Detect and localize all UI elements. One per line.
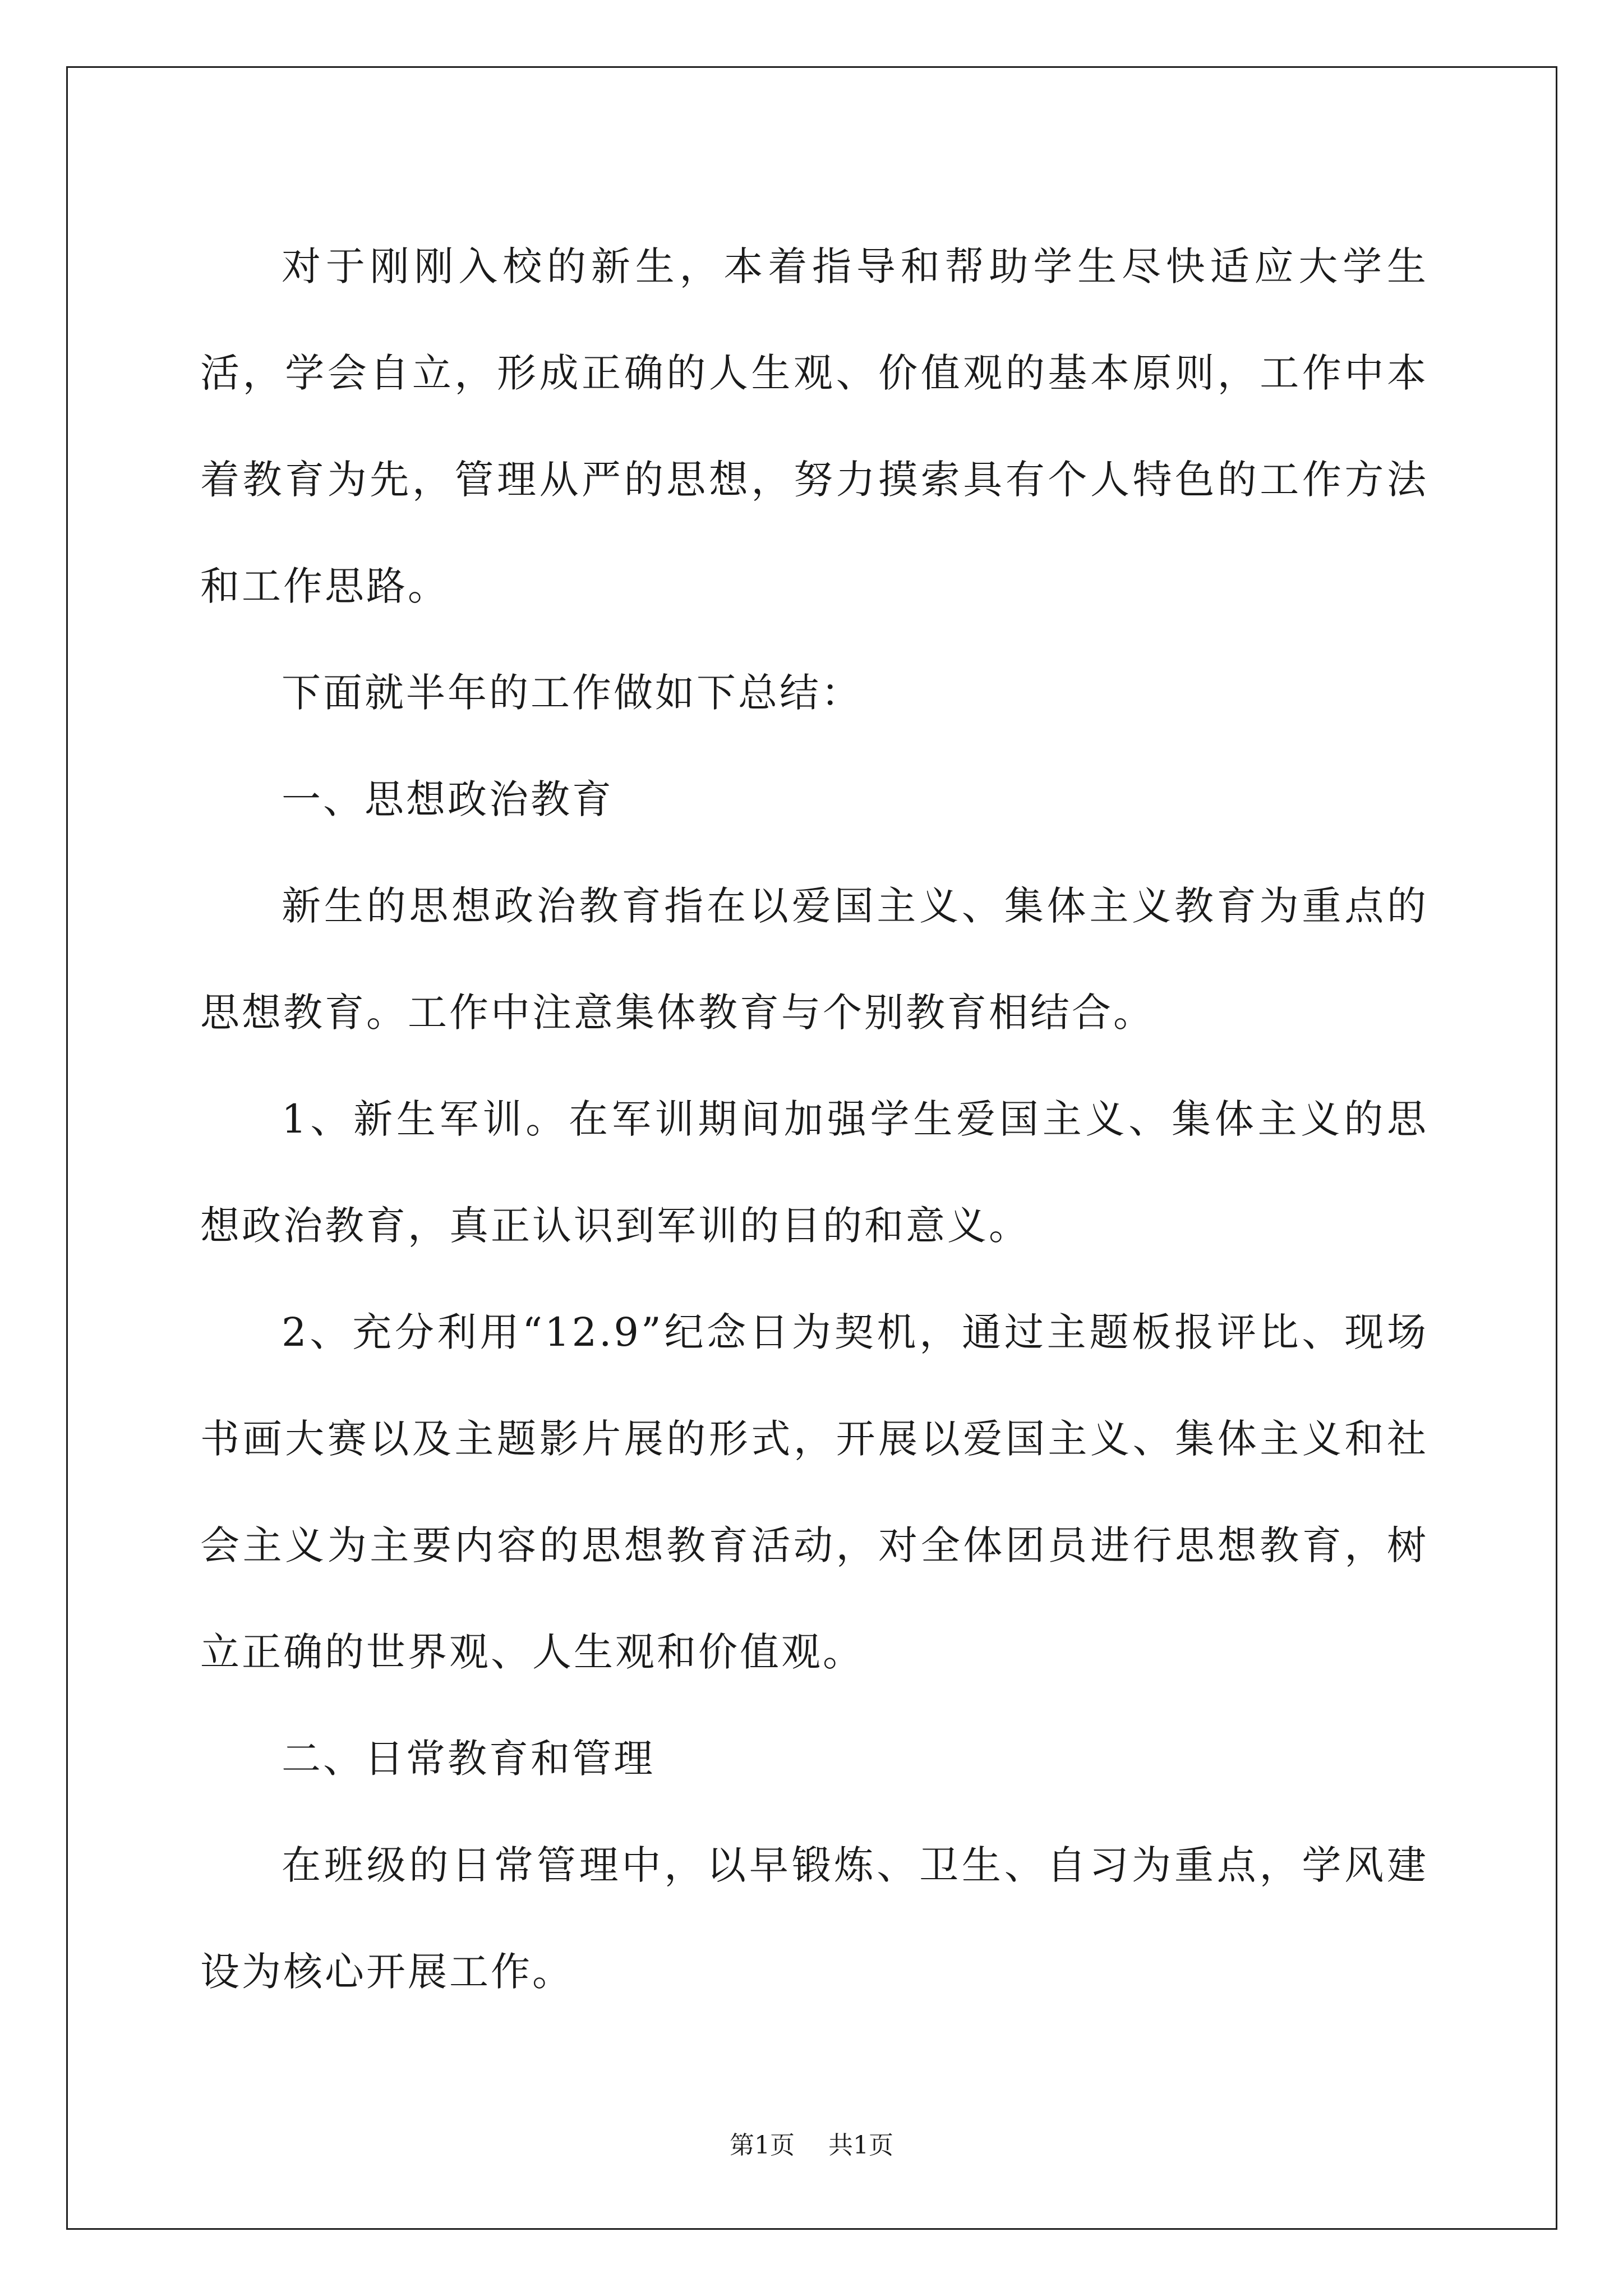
document-body [200, 213, 1428, 2025]
page-footer [0, 2129, 1623, 2162]
page-number: 第1页 [730, 2131, 795, 2160]
heading-ideological-education: 一、思想政治教育 [282, 776, 614, 822]
paragraph-military-training: 1、新生军训。在军训期间加强学生爱国主义、集体主义的思想政治教育，真正认识到军训的目的和意义。 [200, 1096, 1428, 1249]
paragraph-daily-management: 在班级的日常管理中，以早锻炼、卫生、自习为重点，学风建设为核心开展工作。 [200, 1842, 1428, 1995]
paragraph-intro: 对于刚刚入校的新生，本着指导和帮助学生尽快适应大学生活，学会自立，形成正确的人生观、价值观的基本原则，工作中本着教育为先，管理从严的思想，努力摸索具有个人特色的工作方法和工作思路。 [200, 243, 1428, 609]
heading-daily-management: 二、日常教育和管理 [282, 1736, 655, 1782]
page-total: 共1页 [828, 2131, 893, 2160]
paragraph-ideological-education: 新生的思想政治教育指在以爱国主义、集体主义教育为重点的思想教育。工作中注意集体教育与个别教育相结合。 [200, 883, 1428, 1036]
paragraph-summary-lead: 下面就半年的工作做如下总结： [282, 670, 863, 716]
paragraph-12-9-activities: 2、充分利用“12.9”纪念日为契机，通过主题板报评比、现场书画大赛以及主题影片展的形式，开展以爱国主义、集体主义和社会主义为主要内容的思想教育活动，对全体团员进行思想教育，树立正确的世界观、人生观和价值观。 [200, 1309, 1428, 1675]
